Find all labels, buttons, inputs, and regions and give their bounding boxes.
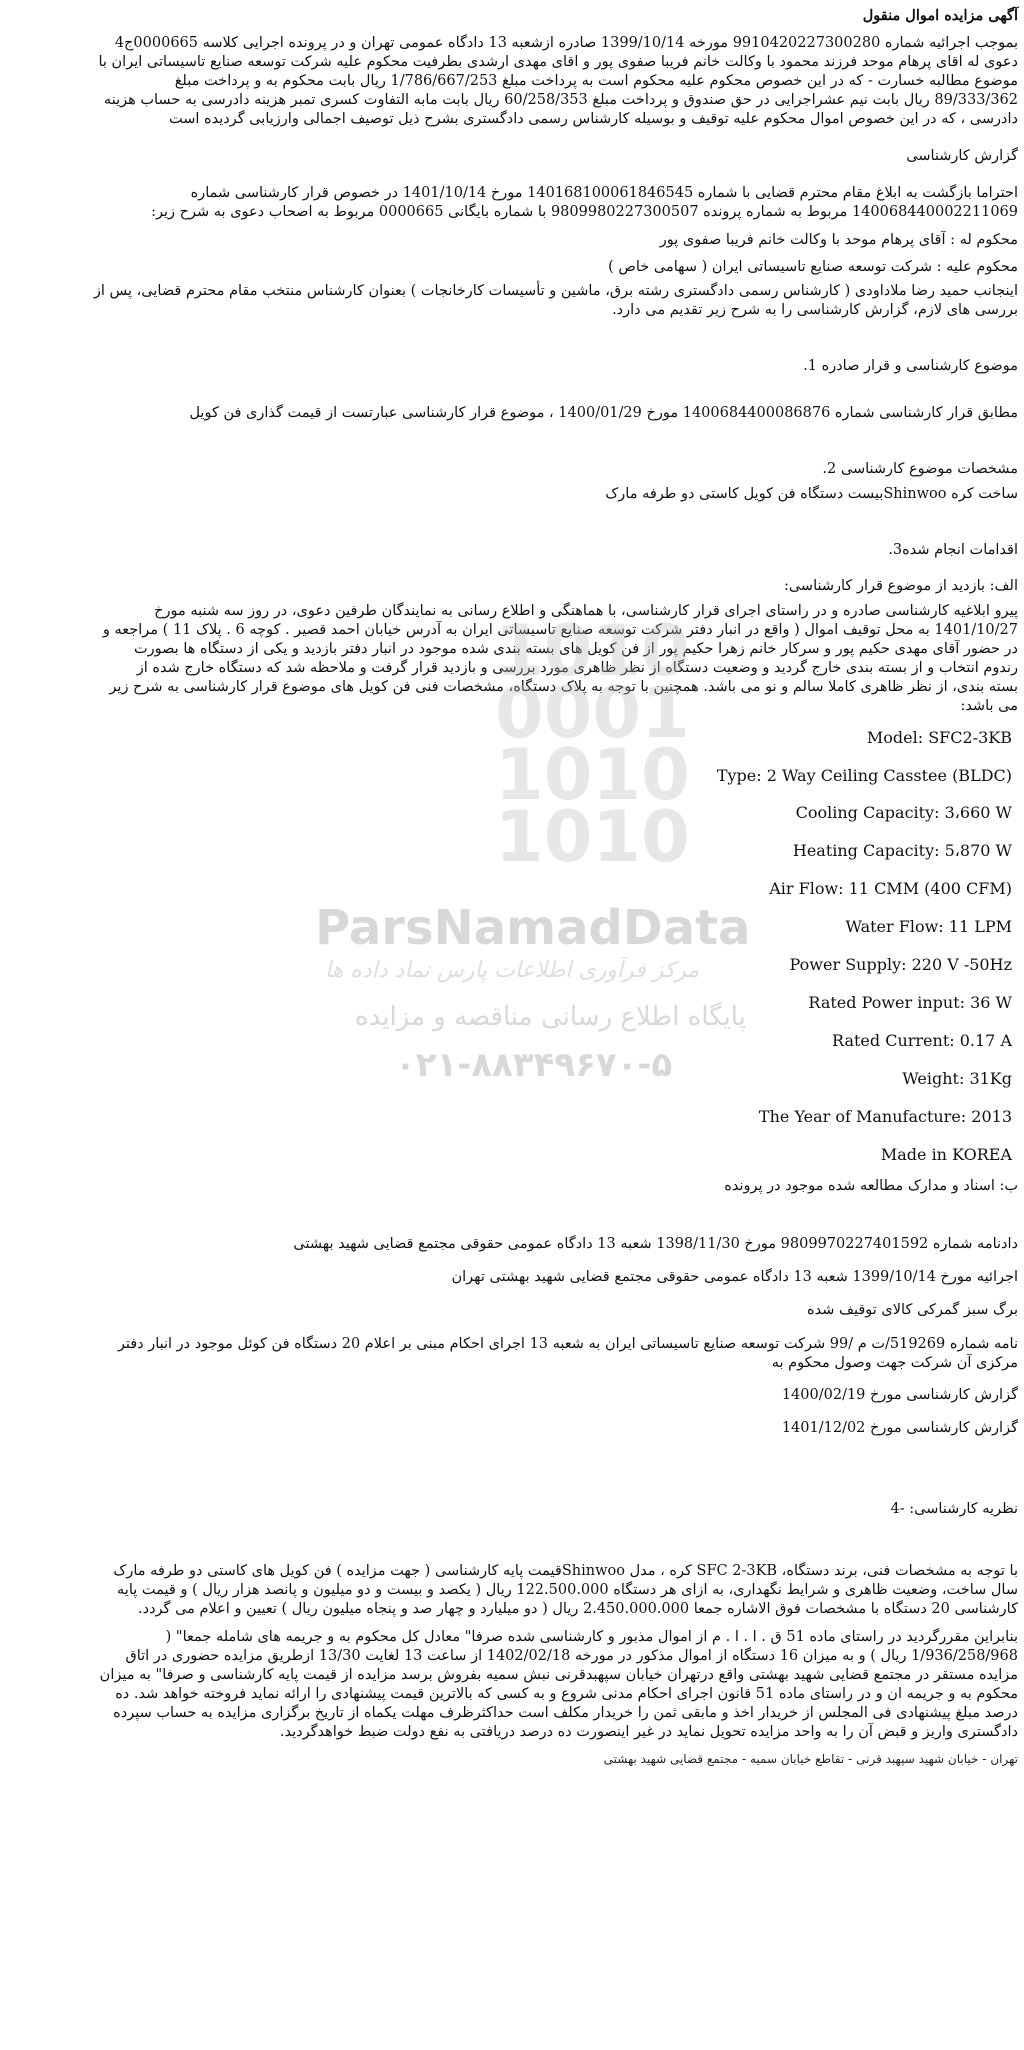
visit-title: الف: بازدید از موضوع قرار کارشناسی: xyxy=(783,578,1018,594)
opinion-line: با توجه به مشخصات فنی، برند دستگاه، SFC 2-3KB کره ، مدل Shinwooقیمت پایه کارشناسی ( جهت مزایده ) فن کویل های کاستی دو طرفه مارک xyxy=(113,1563,1018,1579)
spec-item: Rated Current: 0.17 A xyxy=(832,1031,1012,1050)
terms-line: محکوم به و جریمه ان و در راستای ماده 51 قانون اجرای احکام مدنی شروع و به کسی که بالاترین قیمت پیشنهادی را ارائه نماید فروخته خواهد شد. ده xyxy=(115,1686,1018,1702)
doc-item: اجرائیه مورخ 1399/10/14 شعبه 13 دادگاه عمومی حقوقی مجتمع قضایی شهید بهشتی تهران xyxy=(451,1269,1018,1285)
intro-line: دادرسی ، که در این خصوص اموال محکوم علیه توقیف و بوسیله کارشناس رسمی دادگستری بشرح ذیل توصیف اجمالی وارزیابی گردیده است xyxy=(168,111,1018,127)
intro-line: دعوی له اقای پرهام موحد فرزند محمود با وکالت خانم فریبا صفوی پور و اقای مهدی ارشدی بطرفیت محکوم علیه شرکت توسعه صنایع تاسیساتی ایران با xyxy=(98,54,1018,70)
watermark-phone: ۰۲۱-۸۸۳۴۹۶۷۰-۵ xyxy=(395,1045,673,1085)
doc-item: گزارش کارشناسی مورخ 1400/02/19 xyxy=(781,1387,1018,1403)
docs-title: ب: اسناد و مدارک مطالعه شده موجود در پرونده xyxy=(724,1178,1018,1194)
section-2-title: مشخصات موضوع کارشناسی 2. xyxy=(822,461,1018,477)
spec-item: Power Supply: 220 V -50Hz xyxy=(789,955,1012,974)
doc-item: گزارش کارشناسی مورخ 1401/12/02 xyxy=(781,1420,1018,1436)
terms-line: 1/936/258/968 ریال ) و به میزان 16 دستگاه از اموال مذکور در مورخه 1402/02/18 از ساعت 13 لغایت 13/30 ازطریق مزایده حضوری در اتاق xyxy=(125,1648,1018,1664)
spec-item: Made in KOREA xyxy=(880,1145,1012,1164)
visit-line: بسته بندی، از نظر ظاهری کاملا سالم و نو می باشد. همچنین با توجه به پلاک دستگاه، مشخصات فنی فن کویل های موضوع قرار کارشناسی به شرح زیر xyxy=(109,679,1018,695)
report-title: گزارش کارشناسی xyxy=(906,148,1018,164)
intro-line: موضوع مطالبه خسارت - که در این خصوص محکوم علیه محکوم است به پرداخت مبلغ 1/786/667/253 ریال بابت محکوم به و پرداخت مبلغ xyxy=(174,73,1018,89)
visit-line: 1401/10/27 به محل توقیف اموال ( واقع در انبار دفتر شرکت توسعه صنایع تاسیساتی ایران به آدرس خیابان احمد قصیر . کوچه 6 . پلاک 11 ) مراجعه و xyxy=(102,622,1018,638)
terms-line: بنابراین مقررگردید در راستای ماده 51 ق . ا . ا . م از اموال مذبور و کارشناسی شده صرفا" معادل کل محکوم به و جریمه های شامله جمعا" ( xyxy=(165,1629,1018,1645)
spec-item: Air Flow: 11 CMM (400 CFM) xyxy=(769,879,1012,898)
spec-item: Water Flow: 11 LPM xyxy=(845,917,1012,936)
terms-line: درصد مبلغ پیشنهادی فی المجلس از خریدار اخذ و مابقی ثمن را خریدار مکلف است حداکثرظرف مهلت یکماه از تاریخ برگزاری مزایده به حساب سپرده xyxy=(113,1705,1018,1721)
spec-item: The Year of Manufacture: 2013 xyxy=(758,1107,1012,1126)
watermark-line-1: مرکز فرآوری اطلاعات پارس نماد داده ها xyxy=(325,958,700,983)
notice-title: آگهی مزایده اموال منقول xyxy=(862,7,1018,24)
report-line: 140068440002211069 مربوط به شماره پرونده 9809980227300507 با شماره بایگانی 0000665 مربوط به اصحاب دعوی به شرح زیر: xyxy=(151,204,1018,220)
spec-item: Cooling Capacity: 3،660 W xyxy=(795,803,1012,822)
visit-line: پیرو ابلاغیه کارشناسی صادره و در راستای اجرای قرار کارشناسی، با هماهنگی و اطلاع رسانی به نمایندگان طرفین دعوی، در روز سه شنبه مورخ xyxy=(154,603,1018,619)
watermark-digits: 1010 0001 1010 1010 xyxy=(495,610,690,878)
intro-line: 89/333/362 ریال بابت نیم عشراجرایی در حق صندوق و پرداخت مبلغ 60/258/353 ریال بابت مابه التفاوت کسری تمبر هزینه دادرسی به حساب هزینه xyxy=(103,92,1018,108)
opinion-line: کارشناسی 20 دستگاه با مشخصات فوق الاشاره جمعا 2.450.000.000 ریال ( دو میلیارد و چهار صد و پنجاه میلیون ریال ) تعیین و اعلام می گردد. xyxy=(138,1601,1018,1617)
report-line: احتراما بازگشت به ابلاغ مقام محترم قضایی با شماره 140168100061846545 مورخ 1401/10/14 در خصوص قرار کارشناسی شماره xyxy=(190,185,1018,201)
visit-line: رندوم انتخاب و از بسته بندی خارج گردید و وضعیت دستگاه از نظر ظاهری مورد بررسی و بازدید قرار گرفت و ملاحظه شد که دستگاه خارج شده از xyxy=(136,660,1018,676)
section-2-text: ساخت کره Shinwooبیست دستگاه فن کویل کاستی دو طرفه مارک xyxy=(605,486,1018,502)
spec-item: Heating Capacity: 5،870 W xyxy=(792,841,1012,860)
section-4-title: نظریه کارشناسی: -4 xyxy=(890,1501,1018,1517)
terms-line: مزایده مستقر در مجتمع قضایی شهید بهشتی واقع درتهران خیابان سپهبدقرنی نبش سمیه بفروش برسد مزایده از قیمت پایه کارشناسی و صرفا" به میزان xyxy=(99,1667,1018,1683)
spec-item: Rated Power input: 36 W xyxy=(808,993,1012,1012)
intro-line: بموجب اجرائیه شماره 9910420227300280 مورخه 1399/10/14 صادره ازشعبه 13 دادگاه عمومی تهران و در پرونده اجرایی کلاسه 0000665ج4 xyxy=(114,35,1018,51)
section-3-title: اقدامات انجام شده3. xyxy=(888,542,1018,558)
expert-line: بررسی های لازم، گزارش کارشناسی را به شرح زیر تقدیم می دارد. xyxy=(612,302,1018,318)
doc-item: نامه شماره 519269/ت م /99 شرکت توسعه صنایع تاسیساتی ایران به شعبه 13 اجرای احکام مبنی بر اعلام 20 دستگاه فن کوئل موجود در انبار دفتر xyxy=(117,1336,1018,1352)
spec-item: Weight: 31Kg xyxy=(902,1069,1012,1088)
doc-item: مرکزی آن شرکت جهت وصول محکوم به xyxy=(771,1355,1018,1371)
watermark-name: ParsNamadData xyxy=(315,900,751,956)
watermark-line-2: پایگاه اطلاع رسانی مناقصه و مزایده xyxy=(355,1002,746,1032)
doc-item: دادنامه شماره 9809970227401592 مورخ 1398/11/30 شعبه 13 دادگاه عمومی حقوقی مجتمع قضایی شهید بهشتی xyxy=(293,1236,1018,1252)
terms-line: دادگستری واریز و قبض آن را به واحد مزایده تحویل نماید در غیر اینصورت ده درصد دریافتی به نفع دولت ضبط خواهدگردید. xyxy=(279,1724,1018,1740)
plaintiff: محکوم له : آقای پرهام موحد با وکالت خانم فریبا صفوی پور xyxy=(659,232,1018,248)
defendant: محکوم علیه : شرکت توسعه صنایع تاسیساتی ایران ( سهامی خاص ) xyxy=(608,259,1018,275)
spec-item: Type: 2 Way Ceiling Casstee (BLDC) xyxy=(716,766,1012,785)
expert-line: اینجانب حمید رضا ملاداودی ( کارشناس رسمی دادگستری رشته برق، ماشین و تأسیسات کارخانجات ) بعنوان کارشناس منتخب مقام محترم قضایی، پس از xyxy=(93,283,1018,299)
doc-item: برگ سبز گمرکی کالای توقیف شده xyxy=(806,1302,1018,1318)
visit-line: در حضور آقای مهدی حکیم پور و سرکار خانم زهرا حکیم پور از فن کویل های بسته بندی شده موجود در انبار دفتر بازدید و یکی از دستگاه ها بصورت xyxy=(133,641,1018,657)
spec-item: Model: SFC2-3KB xyxy=(866,728,1012,747)
opinion-line: سال ساخت، وضعیت ظاهری و شرایط نگهداری، به ازای هر دستگاه 122.500.000 ریال ( یکصد و بیست و دو میلیون و پانصد هزار ریال ) و قیمت پایه xyxy=(117,1582,1018,1598)
footer-address: تهران - خیابان شهید سپهبد قرنی - تقاطع خیابان سمیه - مجتمع قضایی شهید بهشتی xyxy=(603,1752,1018,1766)
section-1-title: موضوع کارشناسی و قرار صادره 1. xyxy=(803,358,1018,374)
section-1-text: مطابق قرار کارشناسی شماره 1400684400086876 مورخ 1400/01/29 ، موضوع قرار کارشناسی عبارتست از قیمت گذاری فن کویل xyxy=(189,405,1018,421)
visit-line: می باشد: xyxy=(960,698,1018,714)
